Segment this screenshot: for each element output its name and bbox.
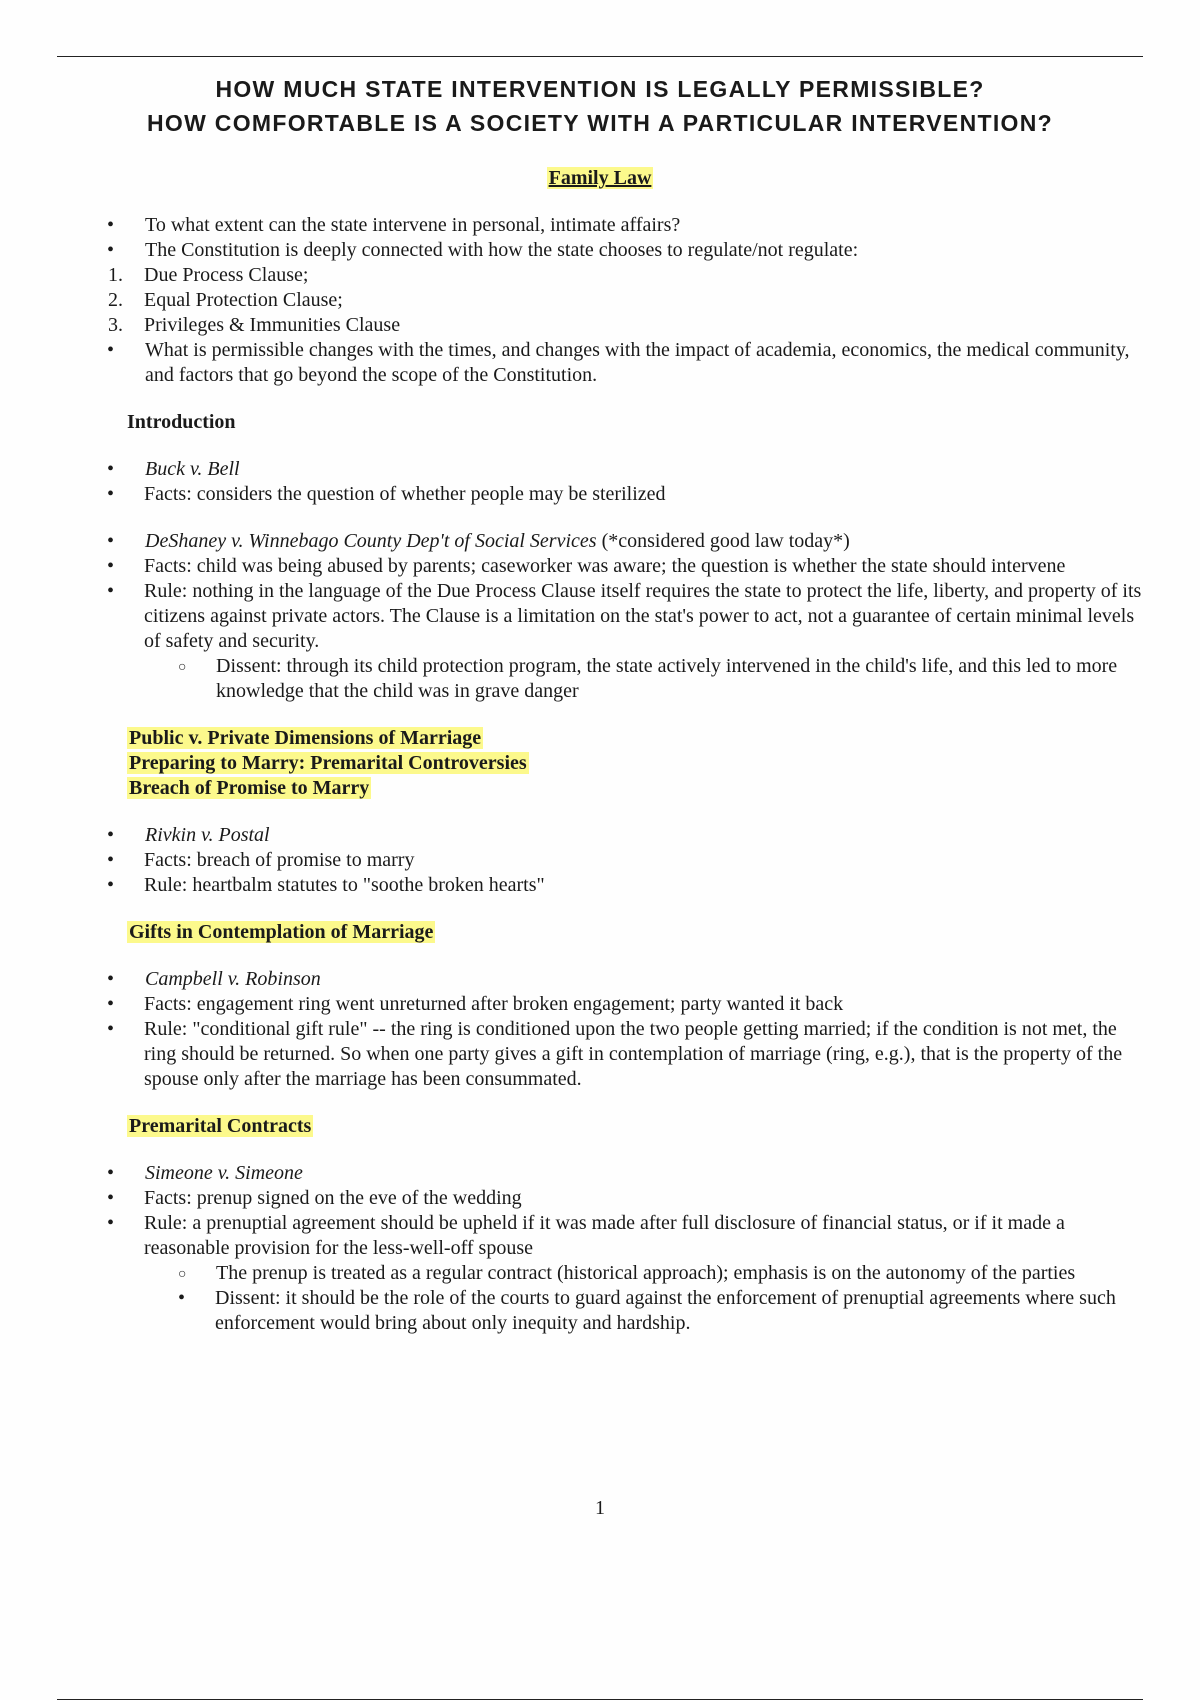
case-rule: • Rule: "conditional gift rule" -- the ring is conditioned upon the two people getting married; if the condition is not met, the ring should be returned. So when one party gives a gift in contemplation of marriage (ring, e.g.), that is the property of the spouse only after the marriage has been consummated. <box>72 1017 1150 1092</box>
heading-preparing-to-marry: Preparing to Marry: Premarital Controversies <box>129 752 527 774</box>
case-facts: • Facts: breach of promise to marry <box>72 848 1150 873</box>
clause-list <box>72 263 1150 338</box>
case-rule: • Rule: heartbalm statutes to "soothe broken hearts" <box>72 873 1150 898</box>
case-name: DeShaney v. Winnebago County Dep't of Social Services <box>145 530 597 552</box>
heading-public-private: Public v. Private Dimensions of Marriage <box>129 727 482 749</box>
title-line-1: HOW MUCH STATE INTERVENTION IS LEGALLY PERMISSIBLE? <box>215 76 985 102</box>
case-entry <box>0 967 1200 1092</box>
list-item: • The Constitution is deeply connected with how the state chooses to regulate/not regulate: 1. Due Process Clause; 2. Equal Protection Clause; 3. Privileges & Immunities Clause <box>0 238 1200 338</box>
case-note: (*considered good law today*) <box>596 530 850 552</box>
clause-item: 1. Due Process Clause; <box>108 264 309 286</box>
section-family-law: Family Law <box>548 167 652 189</box>
case-name: Rivkin v. Postal <box>145 824 270 846</box>
case-dissent: • Dissent: it should be the role of the courts to guard against the enforcement of prenuptial agreements where such enforcement would bring about only inequity and hardship. <box>143 1286 1150 1336</box>
document-body <box>0 166 1200 1336</box>
case-entry <box>0 529 1200 704</box>
case-entry <box>0 1161 1200 1336</box>
case-list-introduction <box>0 457 1200 507</box>
case-rule: • Rule: nothing in the language of the Due Process Clause itself requires the state to protect the life, liberty, and property of its citizens against private actors. The Clause is a limitation on the stat's power to act, not a guarantee of certain minimal levels of safety and security. ○ Dissent: through its child protection program, the state actively intervened in the child's life, and this led to more knowledge that the child was in grave danger <box>72 579 1150 704</box>
case-facts: • Facts: prenup signed on the eve of the wedding <box>72 1186 1150 1211</box>
heading-breach-of-promise: Breach of Promise to Marry <box>129 777 370 799</box>
page-title <box>0 72 1200 140</box>
heading-introduction: Introduction <box>127 411 236 433</box>
case-facts: • Facts: child was being abused by parents; caseworker was aware; the question is whether the state should intervene <box>72 554 1150 579</box>
case-facts: • Facts: engagement ring went unreturned after broken engagement; party wanted it back <box>72 992 1150 1017</box>
top-rule <box>57 56 1143 57</box>
clause-item: 3. Privileges & Immunities Clause <box>108 314 401 336</box>
heading-premarital-contracts: Premarital Contracts <box>129 1115 312 1137</box>
heading-gifts: Gifts in Contemplation of Marriage <box>129 921 434 943</box>
case-dissent: ○ Dissent: through its child protection program, the state actively intervened in the child's life, and this led to more knowledge that the child was in grave danger <box>144 654 1150 704</box>
title-line-2: HOW COMFORTABLE IS A SOCIETY WITH A PARTICULAR INTERVENTION? <box>147 110 1053 136</box>
case-entry <box>0 457 1200 507</box>
case-name: Buck v. Bell <box>145 458 240 480</box>
case-facts: • Facts: considers the question of whether people may be sterilized <box>72 482 1150 507</box>
page-number: 1 <box>595 1497 605 1519</box>
case-subpoint: ○ The prenup is treated as a regular contract (historical approach); emphasis is on the autonomy of the parties • Dissent: it should be the role of the courts to guard against the enforcement of prenuptial agreements where such enforcement would bring about only inequity and hardship. <box>144 1261 1150 1336</box>
case-name: Simeone v. Simeone <box>145 1162 303 1184</box>
clause-item: 2. Equal Protection Clause; <box>108 289 343 311</box>
case-name: Campbell v. Robinson <box>145 968 321 990</box>
intro-bullet-list <box>0 213 1200 388</box>
list-item: • What is permissible changes with the times, and changes with the impact of academia, economics, the medical community, and factors that go beyond the scope of the Constitution. <box>0 338 1200 388</box>
list-item: • To what extent can the state intervene in personal, intimate affairs? <box>0 213 1200 238</box>
case-entry <box>0 823 1200 898</box>
case-rule: • Rule: a prenuptial agreement should be upheld if it was made after full disclosure of financial status, or if it made a reasonable provision for the less-well-off spouse ○ The prenup is treated as a regular contract (historical approach); emphasis is on the autonomy of the parties • Dissent: it should be the role of the courts to guard against the enforcement of prenuptial agreements where such enforcement would bring about only inequity and hardship. <box>72 1211 1150 1336</box>
